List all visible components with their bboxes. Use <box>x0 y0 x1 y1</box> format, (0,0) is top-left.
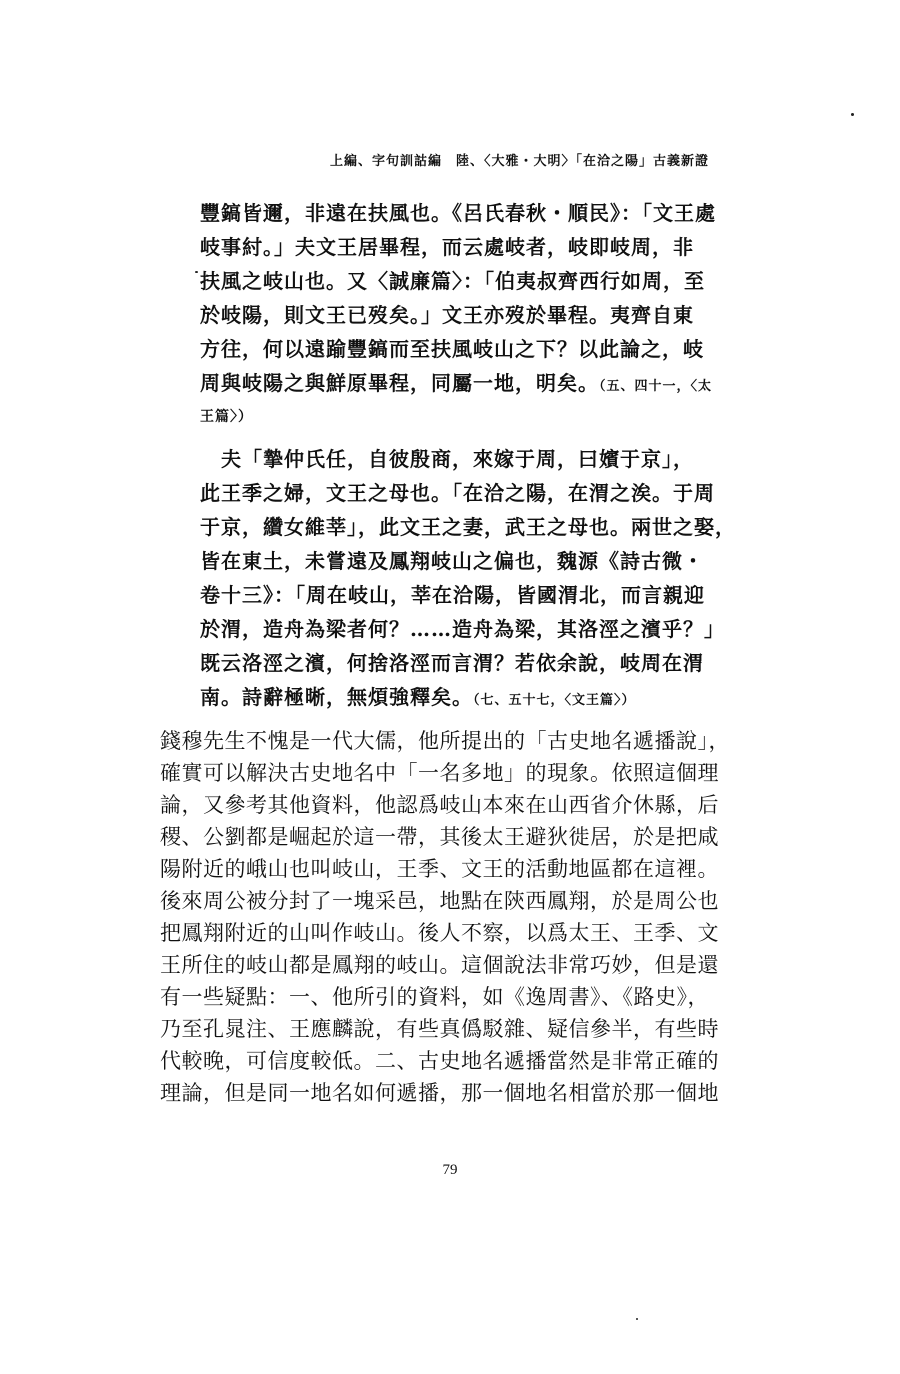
quote-line: 方往，何以遠踰豐鎬而至扶風岐山之下？以此論之，岐 <box>200 337 704 361</box>
paragraph-line: 有一些疑點：一、他所引的資料，如《逸周書》、《路史》， <box>160 985 709 1009</box>
page-number: 79 <box>442 1162 458 1178</box>
scan-speck <box>195 271 198 273</box>
citation-source: （五、四十一，〈太 <box>599 379 713 394</box>
quote-line: 豐鎬皆邇，非遠在扶風也。《呂氏春秋・順民》：「文王處 <box>200 201 716 225</box>
block-quote-1 <box>200 196 760 434</box>
paragraph-line: 理論，但是同一地名如何遞播，那一個地名相當於那一個地 <box>160 1081 719 1105</box>
quote-text: 南。詩辭極晰，無煩強釋矣。 <box>200 685 473 709</box>
quote-line: 岐事紂。」夫文王居畢程，而云處岐者，岐即岐周，非 <box>200 235 694 259</box>
block-quote-2 <box>200 442 760 714</box>
scan-speck <box>851 113 854 116</box>
scan-speck <box>636 1318 638 1320</box>
paragraph-line: 乃至孔晁注、王應麟說，有些真僞駁雜、疑信參半，有些時 <box>160 1017 719 1041</box>
paragraph-line: 稷、公劉都是崛起於這一帶，其後太王避狄徙居，於是把咸 <box>160 825 719 849</box>
running-head: 上編、字句訓詁編 陸、〈大雅・大明〉「在洽之陽」古義新證 <box>330 154 710 169</box>
quote-line: 此王季之婦，文王之母也。「在洽之陽，在渭之涘。于周 <box>200 481 715 505</box>
paragraph-line: 陽附近的峨山也叫岐山，王季、文王的活動地區都在這裡。 <box>160 857 719 881</box>
citation-source: （七、五十七，〈文王篇〉） <box>473 693 636 708</box>
paragraph-line: 把鳳翔附近的山叫作岐山。後人不察，以爲太王、王季、文 <box>160 921 719 945</box>
quote-line: 於渭，造舟為梁者何？……造舟為梁，其洛涇之濱乎？」 <box>200 617 725 641</box>
quote-line: 皆在東土，未嘗遠及鳳翔岐山之偏也，魏源《詩古微・ <box>200 549 704 573</box>
quote-line: 卷十三》：「周在岐山，莘在洽陽，皆國渭北，而言親迎 <box>200 583 705 607</box>
paragraph-line: 確實可以解決古史地名中「一名多地」的現象。依照這個理 <box>160 761 719 785</box>
paragraph-line: 論，又參考其他資料，他認爲岐山本來在山西省介休縣，后 <box>160 793 719 817</box>
paragraph-line: 後來周公被分封了一塊采邑，地點在陝西鳳翔，於是周公也 <box>160 889 719 913</box>
main-paragraph <box>160 725 760 1109</box>
quote-line: 於岐陽，則文王已歿矣。」文王亦歿於畢程。夷齊自東 <box>200 303 694 327</box>
paragraph-line: 錢穆先生不愧是一代大儒，他所提出的「古史地名遞播說」， <box>160 729 730 753</box>
citation-source: 王篇〉） <box>200 409 253 425</box>
quote-line <box>200 680 760 714</box>
quote-line: 夫「摯仲氏任，自彼殷商，來嫁于周，曰嬪于京」， <box>200 447 694 471</box>
quote-line: 于京，纘女維莘」，此文王之妻，武王之母也。兩世之娶， <box>200 515 736 539</box>
quote-line <box>200 366 760 400</box>
paragraph-line: 代較晚，可信度較低。二、古史地名遞播當然是非常正確的 <box>160 1049 719 1073</box>
quote-line: 既云洛涇之濱，何捨洛涇而言渭？若依余說，岐周在渭 <box>200 651 704 675</box>
paragraph-line: 王所住的岐山都是鳳翔的岐山。這個說法非常巧妙，但是還 <box>160 953 719 977</box>
quote-text: 周與岐陽之與鮮原畢程，同屬一地，明矣。 <box>200 371 599 395</box>
quote-line: 扶風之岐山也。又〈誠廉篇〉：「伯夷叔齊西行如周，至 <box>200 269 705 293</box>
